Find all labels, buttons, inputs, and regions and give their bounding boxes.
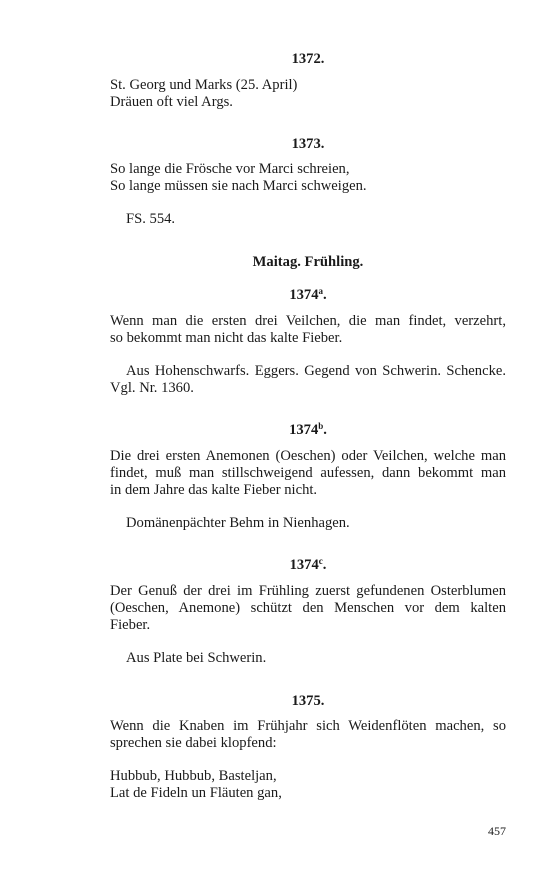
source-line: Aus Plate bei Schwerin. <box>126 650 267 666</box>
entry-number: 1375. <box>291 693 325 709</box>
text-line: findet, muß man stillschweigend aufessen, dann bekommt man <box>110 465 506 481</box>
text-line: in dem Jahre das kalte Fieber nicht. <box>110 482 318 498</box>
verse-line: Lat de Fideln un Fläuten gan, <box>110 785 282 801</box>
entry-superscript: a <box>318 286 324 296</box>
text-line: So lange die Frösche vor Marci schreien, <box>110 161 350 177</box>
text-line: Die drei ersten Anemonen (Oeschen) oder Veilchen, welche man <box>110 448 506 464</box>
text-line: so bekommt man nicht das kalte Fieber. <box>110 330 343 346</box>
entry-number: 1374$^b$. <box>289 421 327 438</box>
text-line: Dräuen oft viel Args. <box>110 94 233 110</box>
entry-superscript: c <box>318 556 323 566</box>
section-heading: Maitag. Frühling. <box>252 254 364 270</box>
text-line: Der Genuß der drei im Frühling zuerst gefundenen Osterblumen <box>110 583 506 599</box>
page-number: 457 <box>488 824 506 838</box>
text-line: Wenn die Knaben im Frühjahr sich Weidenflöten machen, so <box>110 718 506 734</box>
entry-number: 1374$^a$. <box>289 286 327 303</box>
source-line: Domänenpächter Behm in Nienhagen. <box>126 515 350 531</box>
text-line: sprechen sie dabei klopfend: <box>110 735 277 751</box>
text-line: So lange müssen sie nach Marci schweigen. <box>110 178 367 194</box>
source-line: Vgl. Nr. 1360. <box>110 380 194 396</box>
verse-line: Hubbub, Hubbub, Basteljan, <box>110 768 277 784</box>
entry-number: 1373. <box>291 136 325 152</box>
entry-number: 1374$^c$. <box>289 556 327 573</box>
text-line: (Oeschen, Anemone) schützt den Menschen vor dem kalten <box>110 600 506 616</box>
entry-superscript: b <box>318 421 324 431</box>
text-line: St. Georg und Marks (25. April) <box>110 77 298 93</box>
source-line: FS. 554. <box>126 211 176 227</box>
source-line: Aus Hohenschwarfs. Eggers. Gegend von Schwerin. Schencke. <box>126 363 506 379</box>
text-line: Fieber. <box>110 617 151 633</box>
text-line: Wenn man die ersten drei Veilchen, die man findet, verzehrt, <box>110 313 506 329</box>
entry-number: 1372. <box>291 51 325 67</box>
